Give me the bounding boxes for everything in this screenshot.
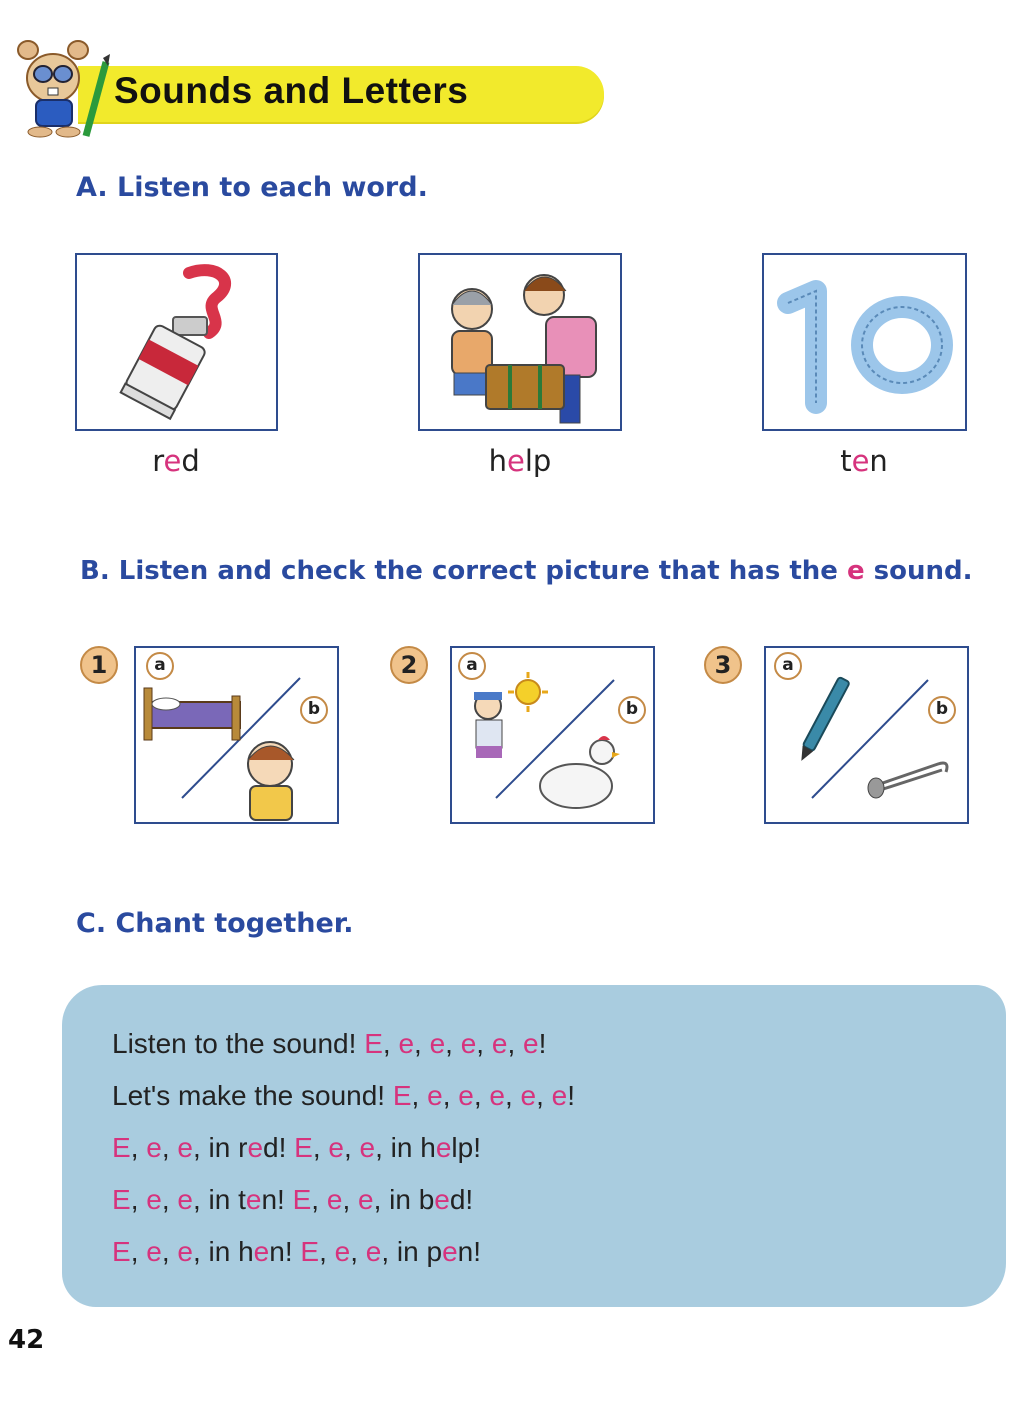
choice-b-label: b (300, 696, 328, 724)
chant-text: Let's make the sound! (112, 1080, 393, 1111)
word-red: red (152, 444, 200, 478)
bed-icon (144, 688, 240, 740)
chant-highlight-letter: E (112, 1184, 131, 1215)
chant-highlight-letter: e (359, 1132, 376, 1163)
helping-people-icon (420, 255, 620, 429)
chant-highlight-letter: e (177, 1132, 193, 1163)
chant-text: , in p (381, 1236, 443, 1267)
word-picture-red (75, 253, 278, 431)
chant-highlight-letter: e (365, 1236, 382, 1267)
chant-highlight-letter: E (300, 1236, 320, 1267)
choice-a-label: a (458, 652, 486, 680)
chant-highlight-letter: E (294, 1132, 313, 1163)
chant-highlight-letter: E (292, 1184, 312, 1215)
girl-icon (248, 742, 294, 820)
section-a-heading: A. Listen to each word. (76, 172, 428, 203)
chant-text: , (442, 1080, 459, 1111)
chant-text: , (382, 1028, 399, 1059)
chant-text: , (312, 1132, 329, 1163)
choice-box-1[interactable] (134, 646, 339, 824)
choice-box-2[interactable] (450, 646, 655, 824)
chant-text: , (476, 1028, 492, 1059)
choice-a-label: a (774, 652, 802, 680)
chant-text: n! (269, 1236, 301, 1267)
chant-highlight-letter: e (247, 1132, 264, 1163)
chant-highlight-letter: e (358, 1184, 374, 1215)
word-picture-ten (762, 253, 967, 431)
chant-text: , (130, 1184, 147, 1215)
chant-highlight-letter: e (245, 1184, 262, 1215)
chant-text: , in b (373, 1184, 435, 1215)
chant-highlight-letter: e (146, 1236, 162, 1267)
chant-text: , (161, 1236, 178, 1267)
chant-text: , in h (375, 1132, 436, 1163)
chant-highlight-letter: e (427, 1080, 443, 1111)
chant-text: , (507, 1028, 523, 1059)
chant-highlight-letter: e (434, 1184, 450, 1215)
hot-child-icon (474, 692, 502, 758)
chant-text: n! (261, 1184, 293, 1215)
chant-text: , (350, 1236, 366, 1267)
chant-highlight-letter: e (253, 1236, 270, 1267)
chant-highlight-letter: e (442, 1236, 458, 1267)
chant-text: , (411, 1080, 428, 1111)
chant-text: n! (457, 1236, 481, 1267)
chant-text: ! (538, 1028, 547, 1059)
chant-text: , (319, 1236, 335, 1267)
chant-highlight-letter: E (112, 1132, 131, 1163)
chant-text: lp! (451, 1132, 481, 1163)
chant-text: , (161, 1184, 178, 1215)
safety-pin-icon (868, 763, 947, 798)
chant-highlight-letter: e (328, 1132, 344, 1163)
chant-text: , (130, 1236, 147, 1267)
number-ten-icon (764, 255, 965, 429)
chant-line-2 (112, 1080, 575, 1112)
chant-text: , in t (192, 1184, 246, 1215)
chant-highlight-letter: E (392, 1080, 412, 1111)
chant-highlight-letter: e (326, 1184, 343, 1215)
chant-text: , (342, 1184, 358, 1215)
chant-text: , (414, 1028, 430, 1059)
chant-text: , (445, 1028, 461, 1059)
chant-text: , in h (192, 1236, 254, 1267)
choice-b-label: b (618, 696, 646, 724)
item-number-2: 2 (390, 646, 428, 684)
chant-line-3 (112, 1132, 481, 1164)
page-title: Sounds and Letters (114, 70, 469, 111)
sun-icon (508, 672, 548, 712)
chant-highlight-letter: e (551, 1080, 568, 1111)
chant-highlight-letter: e (334, 1236, 351, 1267)
word-picture-help (418, 253, 622, 431)
chant-text: , in r (192, 1132, 248, 1163)
page-number: 42 (8, 1325, 45, 1355)
pen-icon (796, 677, 850, 764)
section-b-heading: B. Listen and check the correct picture that has the e sound. (80, 556, 973, 586)
chant-highlight-letter: e (489, 1080, 505, 1111)
chant-line-1 (112, 1028, 546, 1060)
chant-text: Listen to the sound! (112, 1028, 365, 1059)
chant-highlight-letter: e (146, 1132, 162, 1163)
chant-highlight-letter: e (520, 1080, 537, 1111)
chant-highlight-letter: e (398, 1028, 415, 1059)
item-number-1: 1 (80, 646, 118, 684)
chant-text: d! (263, 1132, 295, 1163)
chant-highlight-letter: E (364, 1028, 383, 1059)
word-help: help (488, 444, 552, 478)
chant-highlight-letter: e (177, 1236, 193, 1267)
chant-highlight-letter: e (523, 1028, 539, 1059)
chant-text: , (311, 1184, 327, 1215)
word-ten: ten (840, 444, 888, 478)
choice-box-3[interactable] (764, 646, 969, 824)
chant-text: , (473, 1080, 490, 1111)
chant-highlight-letter: e (491, 1028, 508, 1059)
chant-highlight-letter: E (112, 1236, 131, 1267)
chant-highlight-letter: e (429, 1028, 446, 1059)
chant-text: d! (449, 1184, 474, 1215)
chant-text: , (343, 1132, 360, 1163)
chant-highlight-letter: e (460, 1028, 477, 1059)
chant-text: , (161, 1132, 178, 1163)
chant-text: , (536, 1080, 552, 1111)
item-number-3: 3 (704, 646, 742, 684)
chant-highlight-letter: e (146, 1184, 162, 1215)
chant-highlight-letter: e (435, 1132, 452, 1163)
choice-a-label: a (146, 652, 174, 680)
chant-line-4 (112, 1184, 473, 1216)
toothpaste-icon (77, 255, 276, 429)
chant-highlight-letter: e (458, 1080, 474, 1111)
chant-text: , (504, 1080, 521, 1111)
chant-text: , (130, 1132, 147, 1163)
chant-text: ! (567, 1080, 576, 1111)
hen-icon (540, 736, 620, 808)
chant-line-5 (112, 1236, 481, 1268)
section-c-heading: C. Chant together. (76, 908, 354, 939)
choice-b-label: b (928, 696, 956, 724)
rabbit-mascot-icon (6, 36, 112, 140)
chant-highlight-letter: e (177, 1184, 193, 1215)
